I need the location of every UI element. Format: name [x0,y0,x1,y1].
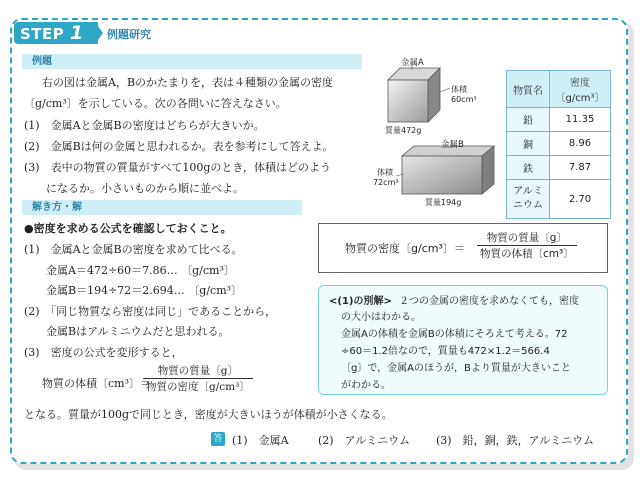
solution-3-denominator: 物質の密度〔g/cm³〕 [146,381,250,393]
solution-2-line1: (2) 「同じ物質なら密度は同じ」であることから， [24,305,277,318]
question-3-line1: (3) 表中の物質の質量がすべて100gのとき，体積はどのよう [24,161,331,174]
formula-fraction [477,230,577,261]
alt-line-3: 金属Aの体積を金属Bの体積にそろえて考える。72 [341,329,568,340]
solution-3-lhs: 物質の体積〔cm³〕＝ [42,377,152,390]
table-cell-density: 11.35 [550,108,611,132]
step-badge [14,22,98,44]
metal-blocks-figure [372,56,502,216]
table-cell-density: 8.96 [550,132,611,156]
table-cell-name: 鉛 [507,108,550,132]
solution-1: (1) 金属Aと金属Bの密度を求めて比べる。 [24,243,243,256]
formula-lhs: 物質の密度〔g/cm³〕＝ [345,242,465,255]
metal-b-volume-label: 体積 [377,168,393,177]
question-2: (2) 金属Bは何の金属と思われるか。表を参考にして答えよ。 [24,140,334,153]
metal-a-volume-leader [440,88,450,92]
metal-a-volume: 60cm³ [451,95,477,104]
table-cell-name-line2: ニウム [513,200,543,211]
step-label: STEP [20,25,65,43]
answer-2: (2) アルミニウム [318,434,411,447]
question-1: (1) 金属Aと金属Bの密度はどちらが大きいか。 [24,119,265,132]
answer-3: (3) 鉛，銅，鉄，アルミニウム [436,434,595,447]
solution-3-numerator: 物質の質量〔g〕 [143,363,253,379]
example-label: 例題 [22,54,362,69]
solution-1-a: 金属A＝472÷60＝7.86… 〔g/cm³〕 [46,264,235,277]
density-formula-box [318,223,608,273]
step-arrow-icon [95,22,103,44]
table-cell-density: 2.70 [550,180,611,219]
metal-a-volume-label: 体積 [451,85,467,94]
metal-b-block [402,146,494,194]
metal-a-block [388,68,440,122]
formula-denominator: 物質の体積〔cm³〕 [480,248,574,260]
metal-b-volume: 72cm³ [373,178,399,187]
alt-line-1: ２つの金属の密度を求めなくても，密度 [399,296,579,307]
metal-a-label: 金属A [401,58,424,68]
metal-b-label: 金属B [441,140,464,150]
answer-badge: 答 [211,432,225,446]
alt-title: <(1)の別解> [329,296,392,307]
table-header-density-unit: 〔g/cm³〕 [555,93,605,104]
table-cell-name [507,180,550,219]
solution-3-fraction [143,363,253,394]
formula-numerator: 物質の質量〔g〕 [477,230,577,246]
table-cell-name: 銅 [507,132,550,156]
solution-3: (3) 密度の公式を変形すると， [24,346,183,359]
step-number: 1 [70,22,84,44]
table-header-density [550,71,611,108]
section-title: 例題研究 [107,28,151,41]
table-cell-density: 7.87 [550,156,611,180]
alt-line-6: がわかる。 [341,380,391,391]
table-row [507,180,611,219]
metal-a-mass: 質量472g [385,126,422,135]
example-intro-1: 右の図は金属A，Bのかたまりを，表は４種類の金属の密度 [42,76,334,89]
question-3-line2: になるか。小さいものから順に並べよ。 [46,182,244,195]
alt-line-4: ÷60＝1.2倍なので，質量も472×1.2＝566.4 [341,346,550,357]
metal-b-mass: 質量194g [425,198,462,207]
alt-line-2: の大小はわかる。 [341,312,421,323]
table-header-row [507,71,611,108]
table-cell-name: 鉄 [507,156,550,180]
alternative-solution-box [318,285,608,395]
table-cell-name-line1: アルミ [513,186,543,197]
density-table [506,70,611,219]
answer-1: (1) 金属A [232,434,289,447]
table-row [507,156,611,180]
solution-conclusion: となる。質量が100gで同じとき，密度が大きいほうが体積が小さくなる。 [24,408,393,421]
table-header-density-label: 密度 [570,78,590,89]
alt-line-5: 〔g〕で，金属Aのほうが，Bより質量が大きいこと [341,363,571,374]
table-header-name: 物質名 [507,71,550,108]
example-intro-2: 〔g/cm³〕を示している。次の各問いに答えなさい。 [24,97,287,110]
solution-label: 解き方・解 [22,200,302,215]
solution-1-b: 金属B＝194÷72＝2.694… 〔g/cm³〕 [46,284,243,297]
solution-2-line2: 金属Bはアルミニウムだと思われる。 [46,325,230,338]
solution-point: ●密度を求める公式を確認しておくこと。 [24,222,232,235]
table-row [507,132,611,156]
table-row [507,108,611,132]
